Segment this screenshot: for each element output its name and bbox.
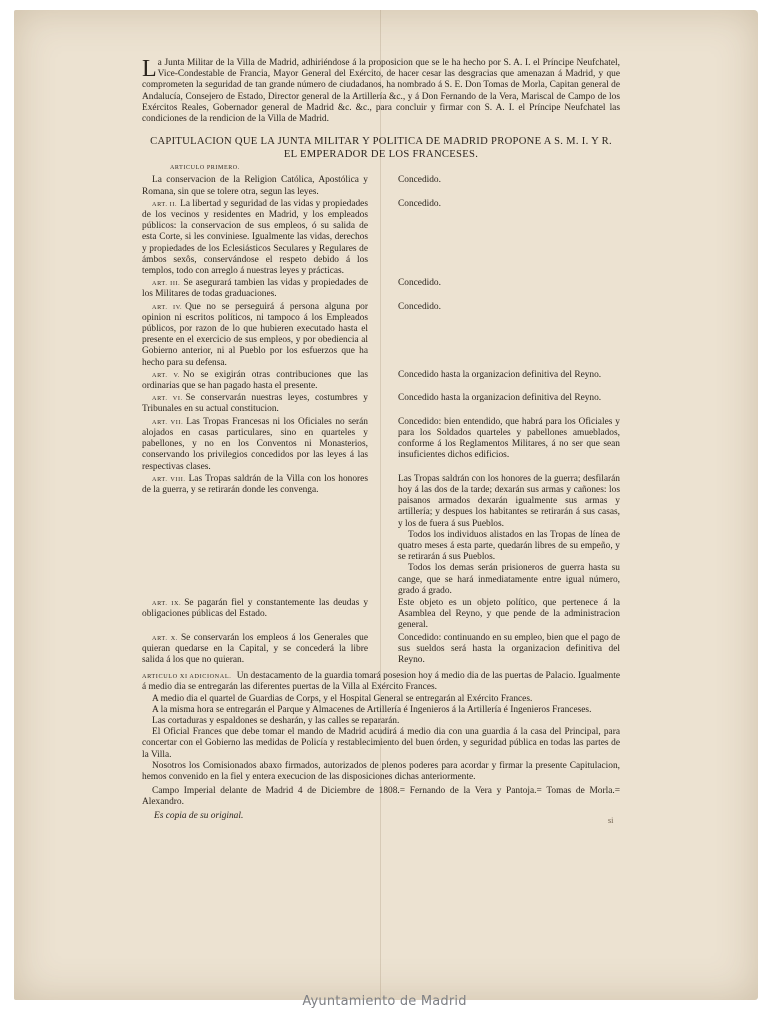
article-label: ART. VII. xyxy=(152,418,184,426)
closing-paragraph: A medio dia el quartel de Guardias de Corps, y el Hospital General se entregarán al Exército Frances. xyxy=(152,693,533,704)
article-text xyxy=(142,474,368,597)
additional-article xyxy=(142,671,620,693)
article-label: ART. IV. xyxy=(152,303,183,311)
article-label: ART. IX. xyxy=(152,599,182,607)
reply-paragraph: Todos los individuos alistados en las Tropas de línea de quatro meses á esta parte, quedarán libres de su empeño, y se retirarán á sus Pueblos. xyxy=(398,529,620,563)
intro-text: a Junta Militar de la Villa de Madrid, adhiriéndose á la proposicion que se le ha hecho por S. A. I. el Príncipe Neufchatel, Vice-Condestable de Francia, Mayor General del Exército, de hacer cesar las desgracias que amenazan á Madrid, y que comprometen la seguridad de tan grande número de ciudadanos, ha nombrado á S. E. Don Tomas de Morla, Capitan general de Andalucía, Consejero de Estado, Director general de la Artillería &c., y á Don Fernando de la Vera, Mariscal de Campo de los Exércitos Reales, Gobernador general de Madrid &c. &c., para concluir y firmar con S. A. I. el Príncipe Neufchatel las condiciones de la rendicion de la Villa de Madrid. xyxy=(142,58,620,125)
reply-paragraph: Este objeto es un objeto político, que pertenece á la Asamblea del Reyno, y que pende de la administracion general. xyxy=(398,597,620,631)
article-reply xyxy=(398,199,620,277)
article-row xyxy=(142,175,620,197)
article-row xyxy=(142,199,620,277)
margin-mark: si xyxy=(608,816,614,825)
reply-paragraph: Concedido. xyxy=(398,175,441,186)
document-title xyxy=(142,135,620,161)
article-body: No se exigirán otras contribuciones que las ordinarias que se han pagado hasta el presente. xyxy=(142,369,368,392)
article-reply xyxy=(398,278,620,300)
closing-paragraph: Nosotros los Comisionados abaxo firmados, autorizados de plenos poderes para acordar y firmar la presente Capitulacion, hemos convenido en la fiel y entera execucion de las disposiciones dichas anteriormente. xyxy=(142,760,620,782)
article-text xyxy=(142,633,368,667)
reply-paragraph: Concedido. xyxy=(398,278,441,289)
document-body xyxy=(142,58,620,822)
article-text xyxy=(142,278,368,300)
article-body: Se conservarán nuestras leyes, costumbres y Tribunales en su actual constitucion. xyxy=(142,393,368,415)
closing-paragraphs xyxy=(142,694,620,784)
article-row xyxy=(142,393,620,415)
reply-paragraph: Concedido: continuando en su empleo, bien que el pago de sus sueldos será hasta la organizacion definitiva del Reyno. xyxy=(398,632,620,665)
article-reply xyxy=(398,370,620,392)
title-line-1: CAPITULACION QUE LA JUNTA MILITAR Y POLITICA DE MADRID PROPONE A S. M. I. Y R. xyxy=(150,136,612,148)
copy-note: Es copia de su original. xyxy=(154,810,244,821)
article-text xyxy=(142,393,368,415)
article-body: Se asegurará tambien las vidas y propiedades de los Militares de todas graduaciones. xyxy=(142,278,368,300)
article-label: ART. X. xyxy=(152,634,178,642)
article-text xyxy=(142,175,368,197)
additional-text: Un destacamento de la guardia tomará posesion hoy á medio dia de las puertas de Palacio. Igualmente á medio dia se entregarán las diferentes puertas de la Villa al Exército Frances. xyxy=(142,671,621,693)
article-reply xyxy=(398,474,620,597)
article-row xyxy=(142,598,620,632)
reply-paragraph: Concedido. xyxy=(398,301,441,312)
article-text xyxy=(142,302,368,369)
article-row xyxy=(142,417,620,473)
reply-paragraph: Las Tropas saldrán con los honores de la guerra; desfilarán hoy á las dos de la tarde; dexarán sus armas y cañones: los paisanos armados dexarán igualmente sus armas y artillería; y despues los habitantes se retirarán á sus casas, y los de fuera á sus Pueblos. xyxy=(398,473,620,529)
articles-list xyxy=(142,175,620,666)
article-text xyxy=(142,417,368,473)
reply-paragraph: Concedido. xyxy=(398,198,441,209)
article-text xyxy=(142,199,368,277)
reply-paragraph: Concedido hasta la organizacion definitiva del Reyno. xyxy=(398,393,602,404)
article-body: La conservacion de la Religion Católica, Apostólica y Romana, sin que se tolere otra, segun las leyes. xyxy=(142,175,368,197)
article-body: Se conservarán los empleos á los Generales que quieran quedarse en la Capital, y se concederá la libre salida á los que no quieran. xyxy=(142,632,368,665)
additional-label: ARTICULO XI ADICIONAL. xyxy=(142,673,232,681)
reply-paragraph: Todos los demas serán prisioneros de guerra hasta su cange, que se hará inmediatamente entre igual número, grado á grado. xyxy=(398,563,620,596)
closing-paragraph: A la misma hora se entregarán el Parque y Almacenes de Artillería é Ingenieros á la Artillería é Ingenieros Franceses. xyxy=(152,704,592,715)
article-label: ART. III. xyxy=(152,280,181,288)
article-row xyxy=(142,633,620,667)
article-body: Se pagarán fiel y constantemente las deudas y obligaciones públicas del Estado. xyxy=(142,597,369,620)
article-body: Las Tropas saldrán de la Villa con los honores de la guerra, y se retirarán donde les convenga. xyxy=(142,473,368,495)
reply-paragraph: Concedido hasta la organizacion definitiva del Reyno. xyxy=(398,369,602,380)
article-row xyxy=(142,474,620,597)
article-label: ART. VIII. xyxy=(152,475,186,483)
article-row xyxy=(142,302,620,369)
article-label: ART. VI. xyxy=(152,395,183,403)
intro-paragraph xyxy=(142,58,620,125)
drop-cap: L xyxy=(142,56,157,82)
article-body: Las Tropas Francesas ni los Oficiales no serán alojados en casas particulares, sino en quarteles y pabellones, y no en los Conventos ni Monasterios, conservando los privilegios concedidos por las leyes á las respectivas clases. xyxy=(142,416,368,472)
article-row xyxy=(142,278,620,300)
article-reply xyxy=(398,302,620,369)
closing-paragraph: Las cortaduras y espaldones se desharán, y las calles se repararán. xyxy=(152,715,400,726)
article-text xyxy=(142,598,368,632)
first-article-label: ARTICULO PRIMERO. xyxy=(170,165,240,172)
signature-line: Campo Imperial delante de Madrid 4 de Diciembre de 1808.= Fernando de la Vera y Pantoja.= Tomas de Morla.= Alexandro. xyxy=(142,786,620,808)
article-reply xyxy=(398,598,620,632)
article-body: La libertad y seguridad de las vidas y propiedades de los vecinos y residentes en Madrid, y los empleados públicos: la conservacion de sus empleos, ó su salida de esta Corte, si les conviniese. Igualmente las vidas, derechos y propiedades de los Eclesiásticos Seculares y Regulares de ámbos sexôs, conservándose el respeto debido á los templos, todo con arreglo á nuestras leyes y prácticas. xyxy=(142,198,368,277)
article-text xyxy=(142,370,368,392)
article-reply xyxy=(398,633,620,667)
article-label: ART. II. xyxy=(152,200,178,208)
reply-paragraph: Concedido: bien entendido, que habrá para los Oficiales y para los Soldados quarteles y pabellones amueblados, conforme á los Reglamentos Militares, á no ser que sean insuficientes dichos edificios. xyxy=(398,416,620,461)
closing-paragraph: El Oficial Frances que debe tomar el mando de Madrid acudirá á medio dia con una guardia á la casa del Principal, para concertar con el Gobierno las medidas de Policía y restablecimiento del buen órden, y seguridad pública en todas las partes de la Villa. xyxy=(142,727,620,760)
title-line-2: EL EMPERADOR DE LOS FRANCESES. xyxy=(283,149,479,161)
article-label: ART. V. xyxy=(152,371,180,379)
article-reply xyxy=(398,417,620,473)
article-body: Que no se perseguirá á persona alguna por opinion ni escritos políticos, ni tampoco á los Empleados públicos, por razon de lo que hubieren executado hasta el presente en el exercicio de sus empleos, y por obediencia al Gobierno anterior, ni al Pueblo por los esfuerzos que ha hecho para su defensa. xyxy=(142,301,368,368)
article-row xyxy=(142,370,620,392)
article-reply xyxy=(398,393,620,415)
watermark-footer: Ayuntamiento de Madrid xyxy=(302,994,467,1009)
article-reply xyxy=(398,175,620,197)
